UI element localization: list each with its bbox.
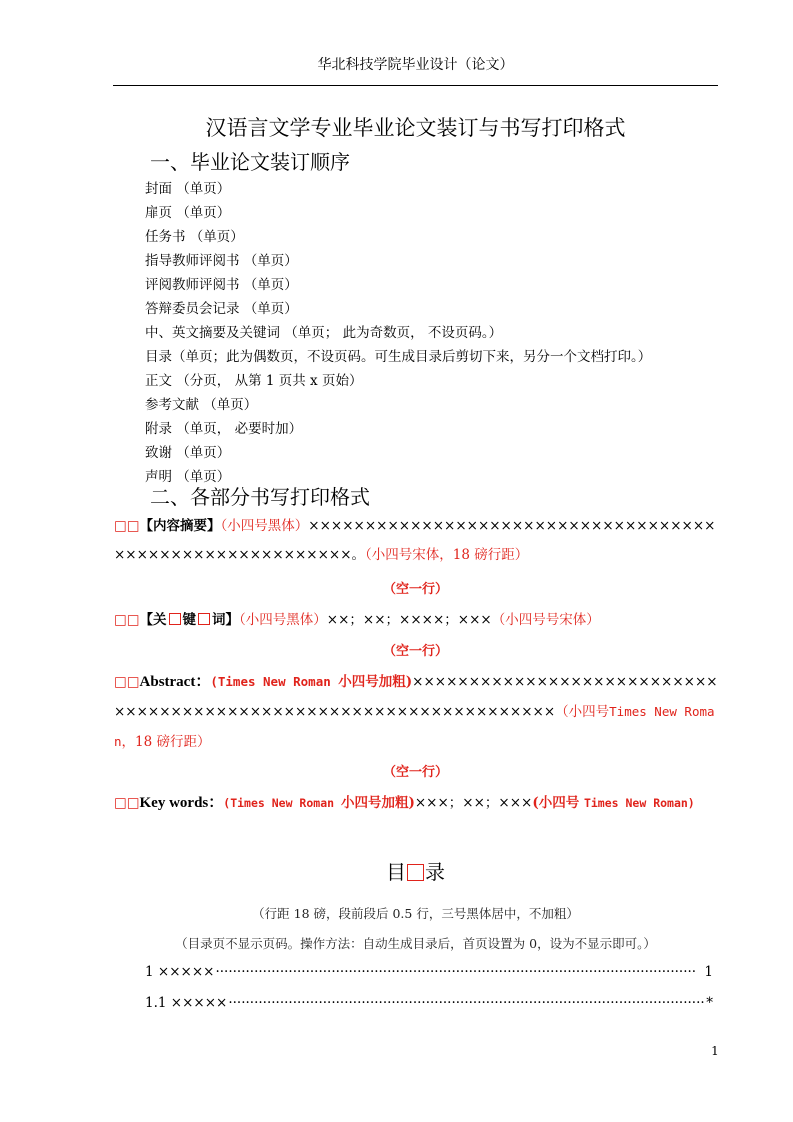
keywords-en-paragraph	[114, 789, 720, 818]
toc-pagenum-note: （目录页不显示页码。操作方法：自动生成目录后，首页设置为 0，设为不显示即可。）	[175, 936, 656, 951]
document-title: 汉语言文学专业毕业论文装订与书写打印格式	[205, 116, 626, 140]
abstract-en-format-note-2: ，18 磅行距）	[121, 734, 211, 750]
toc-entry-page: *	[706, 995, 713, 1011]
page-number: 1	[711, 1044, 719, 1058]
indent-marker: □□	[114, 612, 140, 628]
keywords-en-label: Key words：	[139, 795, 224, 811]
list-item: 答辩委员会记录 （单页）	[145, 301, 298, 317]
indent-marker: □□	[114, 795, 140, 811]
abstract-en-format-note-en: Times New Roman	[114, 704, 715, 749]
indent-marker: □□	[114, 518, 140, 534]
toc-leader	[215, 961, 703, 983]
toc-title-left: 目	[386, 860, 406, 884]
abstract-en-paragraph	[114, 667, 720, 757]
keywords-cn-format-note: （小四号号宋体）	[491, 612, 600, 628]
blank-line-note: （空一行）	[382, 582, 448, 597]
abstract-cn-body: ×××××××××××××××××××××××××××××××××××××××××××××××××××××××××。	[114, 518, 716, 563]
list-item: 参考文献 （单页）	[145, 397, 258, 413]
abstract-en-font-note-en: (Times New Roman	[210, 674, 339, 689]
keywords-en-font-note-en: (Times New Roman	[223, 796, 341, 810]
blank-line-note: （空一行）	[382, 765, 448, 780]
list-item: 评阅教师评阅书 （单页）	[145, 277, 298, 293]
toc-format-note: （行距 18 磅，段前段后 0.5 行，三号黑体居中，不加粗）	[252, 906, 579, 921]
space-marker	[407, 864, 424, 881]
abstract-cn-format-note: （小四号宋体，18 磅行距）	[365, 547, 529, 563]
list-item: 指导教师评阅书 （单页）	[145, 253, 298, 269]
abstract-en-format-note-1: （小四号	[555, 704, 610, 720]
toc-title-right: 录	[425, 860, 445, 884]
section-heading-binding-order: 一、毕业论文装订顺序	[150, 150, 350, 174]
space-marker	[198, 613, 210, 625]
list-item: 致谢 （单页）	[145, 445, 231, 461]
keywords-cn-font-note: （小四号黑体）	[239, 612, 327, 628]
keywords-en-format-note-en: Times New Roman)	[583, 796, 695, 810]
keywords-cn-label-end: 词】	[212, 612, 240, 628]
toc-entry-label: 1 ×××××	[145, 964, 215, 980]
blank-line-note: （空一行）	[382, 644, 448, 659]
keywords-cn-paragraph	[114, 606, 720, 635]
toc-row	[145, 961, 713, 983]
abstract-en-body: ××××××××××××××××××××××××××××××××××××××××××××××××××××××××××××××××××	[114, 674, 718, 720]
abstract-cn-font-note: （小四号黑体）	[220, 518, 309, 534]
list-item: 附录 （单页， 必要时加）	[145, 421, 303, 437]
list-item: 声明 （单页）	[145, 469, 231, 485]
binding-order-list	[145, 177, 651, 489]
list-item: 中、英文摘要及关键词 （单页； 此为奇数页， 不设页码。）	[145, 325, 503, 341]
abstract-en-font-note-cn: 小四号加粗)	[338, 674, 413, 690]
list-item: 封面 （单页）	[145, 181, 231, 197]
list-item: 扉页 （单页）	[145, 205, 231, 221]
keywords-cn-body: ××；××；××××；×××	[326, 612, 492, 628]
abstract-en-label: Abstract：	[139, 674, 211, 690]
keywords-en-format-note-1: (小四号	[532, 795, 584, 811]
keywords-cn-label-mid: 键	[182, 612, 197, 628]
toc-entry-page: 1	[704, 964, 713, 980]
abstract-cn-label: 【内容摘要】	[139, 518, 221, 534]
list-item: 目录（单页；此为偶数页，不设页码。可生成目录后剪切下来，另分一个文档打印。）	[145, 349, 652, 365]
section-heading-print-format: 二、各部分书写打印格式	[150, 485, 370, 509]
running-header: 华北科技学院毕业设计（论文）	[317, 57, 514, 73]
toc-leader	[228, 992, 705, 1014]
list-item: 任务书 （单页）	[145, 229, 244, 245]
abstract-cn-paragraph	[114, 512, 720, 570]
indent-marker: □□	[114, 674, 140, 690]
space-marker	[169, 613, 181, 625]
toc-entry-label: 1.1 ×××××	[145, 995, 228, 1011]
header-rule	[113, 85, 718, 86]
keywords-cn-label-start: 【关	[139, 612, 167, 628]
keywords-en-font-note-cn: 小四号加粗)	[340, 795, 415, 811]
list-item: 正文 （分页， 从第 1 页共 x 页始）	[145, 373, 363, 389]
toc-row	[145, 992, 713, 1014]
toc-title	[113, 858, 718, 886]
keywords-en-body: ×××；××；×××	[414, 795, 533, 811]
